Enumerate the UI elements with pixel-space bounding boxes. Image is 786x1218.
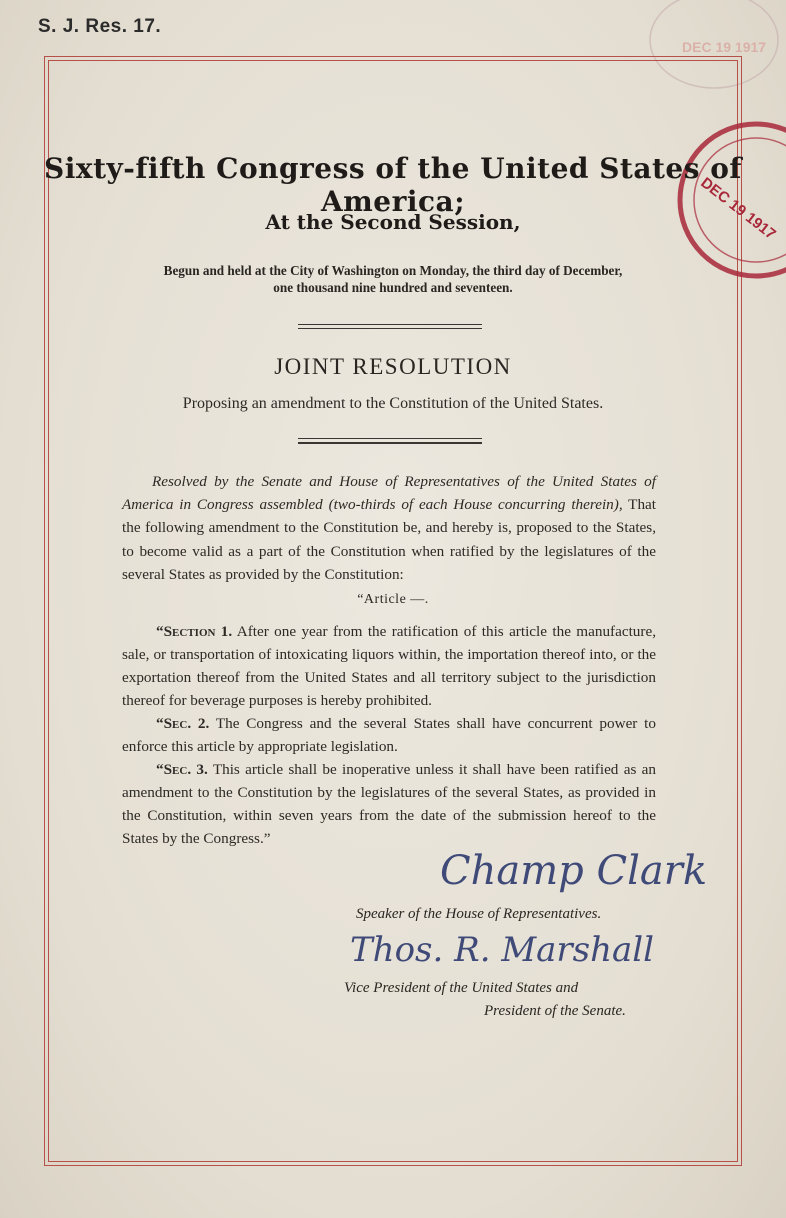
vp-label-line2: President of the Senate. [484,1003,626,1019]
section-label: “Section 1. [156,623,233,640]
preamble [122,470,656,586]
section-text: After one year from the ratification of this article the manufacture, sale, or transportation of intoxicating liquors within, the importation thereof into, or the exportation thereof from the United States and all territory subject to the jurisdiction thereof for beverage purposes is hereby prohibited. [122,623,656,709]
border-top-inner [48,60,738,61]
resolution-subtitle: Proposing an amendment to the Constitution of the United States. [182,395,604,412]
speaker-label: Speaker of the House of Representatives. [356,906,602,922]
received-stamp-text: DEC 19 1917 [682,39,767,55]
sections [122,620,656,850]
resolution-title: JOINT RESOLUTION [274,354,512,379]
section-text: The Congress and the several States shall have concurrent power to enforce this article by appropriate legislation. [122,715,656,755]
section-3 [122,758,656,850]
section-1 [122,620,656,712]
resolution-number: S. J. Res. 17. [38,16,162,37]
divider-bottom-1 [298,438,482,439]
vp-label-line1: Vice President of the United States and [344,980,579,996]
preamble-italic: Resolved by the Senate and House of Representatives of the United States of America in Congress assembled (two-thirds of each House concurring therein), [122,473,656,514]
session-dates-line2: one thousand nine hundred and seventeen. [273,280,513,295]
section-label: “Sec. 2. [156,715,210,732]
border-bottom [44,1165,742,1166]
preamble-text: That the following amendment to the Constitution be, and hereby is, proposed to the States, to become valid as a part of the Constitution when ratified by the legislatures of the several States as provided by the Constitution: [122,496,657,583]
received-stamp [644,0,784,100]
session-dates [110,262,676,296]
session-dates-line1: Begun and held at the City of Washington on Monday, the third day of December, [163,263,623,278]
vp-signature: Thos. R. Marshall [350,930,655,970]
divider-top-1 [298,324,482,325]
session-heading: At the Second Session, [265,210,521,234]
divider-bottom-2 [298,442,482,444]
divider-top-2 [298,328,482,329]
speaker-signature: Champ Clark [440,848,708,894]
border-top [44,56,742,57]
state-stamp-date: DEC 19 1917 [697,174,779,244]
border-bottom-inner [48,1161,738,1162]
section-label: “Sec. 3. [156,761,208,778]
section-text: This article shall be inoperative unless it shall have been ratified as an amendment to the Constitution by the legislatures of the several States, as provided in the Constitution, within seven years from the date of the submission hereof to the States by the Congress.” [122,761,656,847]
section-2 [122,712,656,758]
article-heading: “Article —. [357,592,429,607]
congress-heading: Sixty-fifth Congress of the United States of America; [44,152,742,218]
